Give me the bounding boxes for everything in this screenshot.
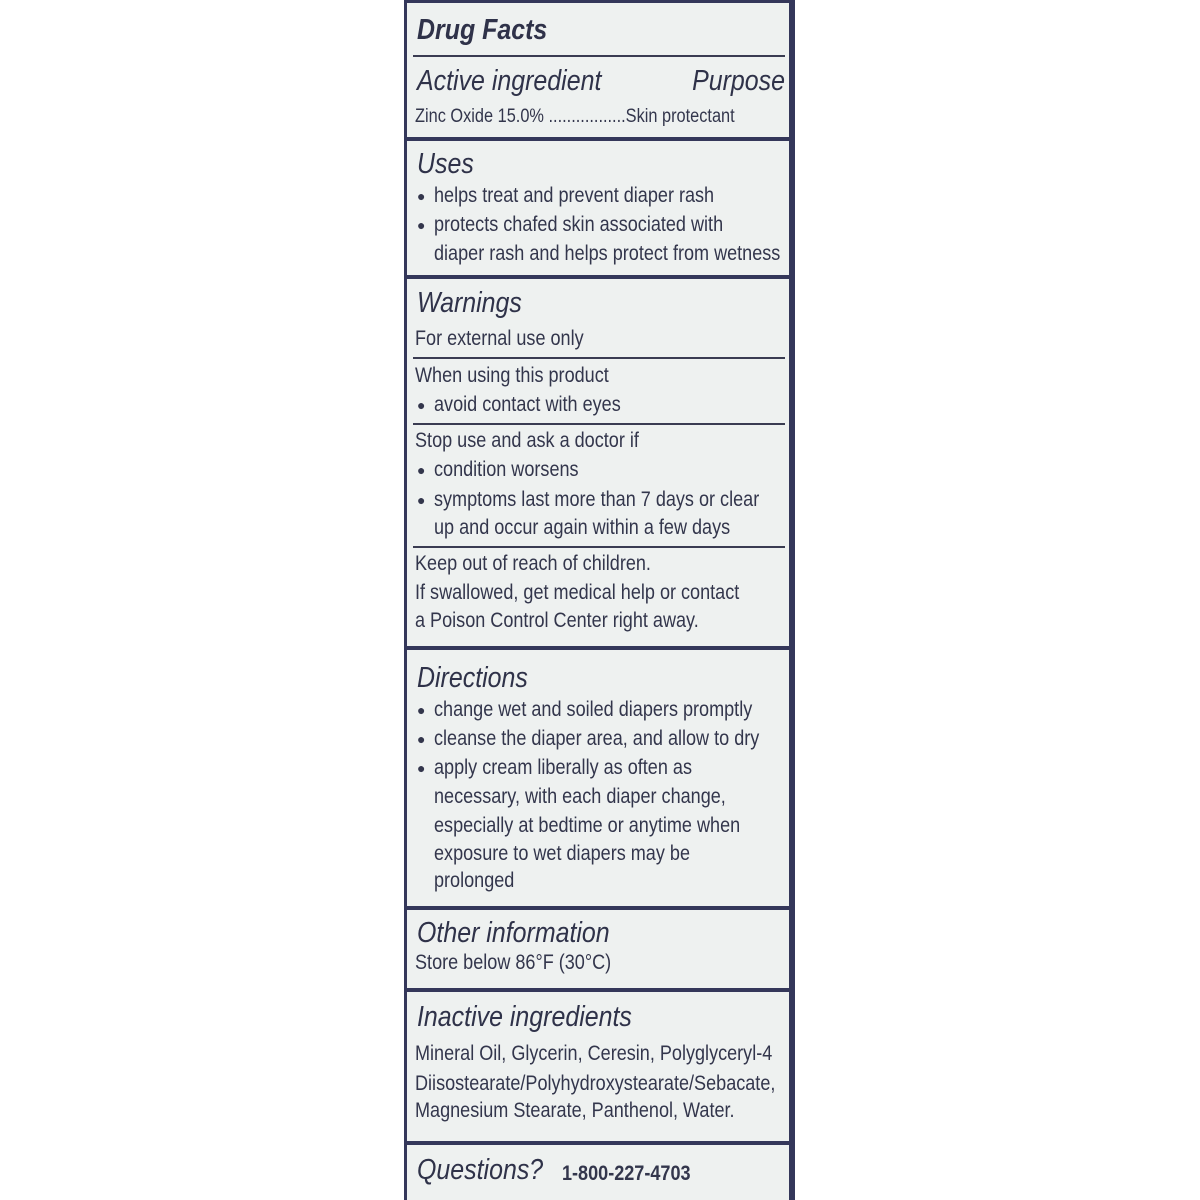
stop-use-line-2: symptoms last more than 7 days or clear <box>434 488 760 511</box>
directions-line-2: cleanse the diaper area, and allow to dry <box>434 727 760 750</box>
active-ingredient-line: Zinc Oxide 15.0% .................Skin protectant <box>415 106 735 127</box>
warnings-heading: Warnings <box>417 287 522 319</box>
section-inactive-ingredients <box>407 992 789 1141</box>
drug-facts-title: Drug Facts <box>417 14 548 46</box>
bullet-icon: ● <box>417 731 426 747</box>
bullet-icon: ● <box>417 702 426 718</box>
directions-line-5: especially at bedtime or anytime when <box>434 814 741 837</box>
section-uses <box>407 141 789 275</box>
bullet-icon: ● <box>417 760 426 776</box>
bullet-icon: ● <box>417 492 426 508</box>
uses-heading: Uses <box>417 148 474 180</box>
external-use-text: For external use only <box>415 327 584 350</box>
directions-line-7: prolonged <box>434 869 515 892</box>
directions-line-1: change wet and soiled diapers promptly <box>434 698 753 721</box>
uses-line-3: diaper rash and helps protect from wetness <box>434 242 781 265</box>
inactive-ingredients-heading: Inactive ingredients <box>417 1001 632 1033</box>
bullet-icon: ● <box>417 397 426 413</box>
other-information-heading: Other information <box>417 917 610 949</box>
active-ingredient-heading: Active ingredient <box>417 65 602 97</box>
stop-use-line-3: up and occur again within a few days <box>434 516 731 539</box>
keep-out-line-1: If swallowed, get medical help or contact <box>415 581 740 604</box>
section-drug-facts <box>407 3 789 137</box>
directions-line-3: apply cream liberally as often as <box>434 756 692 779</box>
uses-line-2: protects chafed skin associated with <box>434 213 724 236</box>
directions-heading: Directions <box>417 662 528 694</box>
stop-use-line-1: condition worsens <box>434 458 579 481</box>
section-directions <box>407 650 789 906</box>
storage-text: Store below 86°F (30°C) <box>415 951 612 974</box>
section-questions <box>407 1145 789 1200</box>
inactive-line-2: Diisostearate/Polyhydroxystearate/Sebacate, <box>415 1072 776 1095</box>
uses-line-1: helps treat and prevent diaper rash <box>434 184 715 207</box>
when-using-heading: When using this product <box>415 364 609 387</box>
warnings-rule-2 <box>413 423 785 425</box>
warnings-rule-3 <box>413 546 785 548</box>
directions-line-6: exposure to wet diapers may be <box>434 842 690 865</box>
section-warnings <box>407 279 789 646</box>
keep-out-heading: Keep out of reach of children. <box>415 552 651 575</box>
drug-facts-label <box>404 0 795 1200</box>
warnings-rule-1 <box>413 357 785 359</box>
title-rule <box>413 55 785 57</box>
directions-line-4: necessary, with each diaper change, <box>434 785 726 808</box>
inactive-line-1: Mineral Oil, Glycerin, Ceresin, Polyglyceryl-4 <box>415 1042 773 1065</box>
questions-heading: Questions? <box>417 1154 544 1186</box>
questions-phone: 1-800-227-4703 <box>562 1162 691 1185</box>
bullet-icon: ● <box>417 462 426 478</box>
keep-out-line-2: a Poison Control Center right away. <box>415 609 699 632</box>
bullet-icon: ● <box>417 188 426 204</box>
bullet-icon: ● <box>417 217 426 233</box>
inactive-line-3: Magnesium Stearate, Panthenol, Water. <box>415 1099 735 1122</box>
stop-use-heading: Stop use and ask a doctor if <box>415 429 639 452</box>
when-using-item-1: avoid contact with eyes <box>434 393 621 416</box>
section-other-information <box>407 910 789 988</box>
purpose-heading: Purpose <box>692 65 785 97</box>
